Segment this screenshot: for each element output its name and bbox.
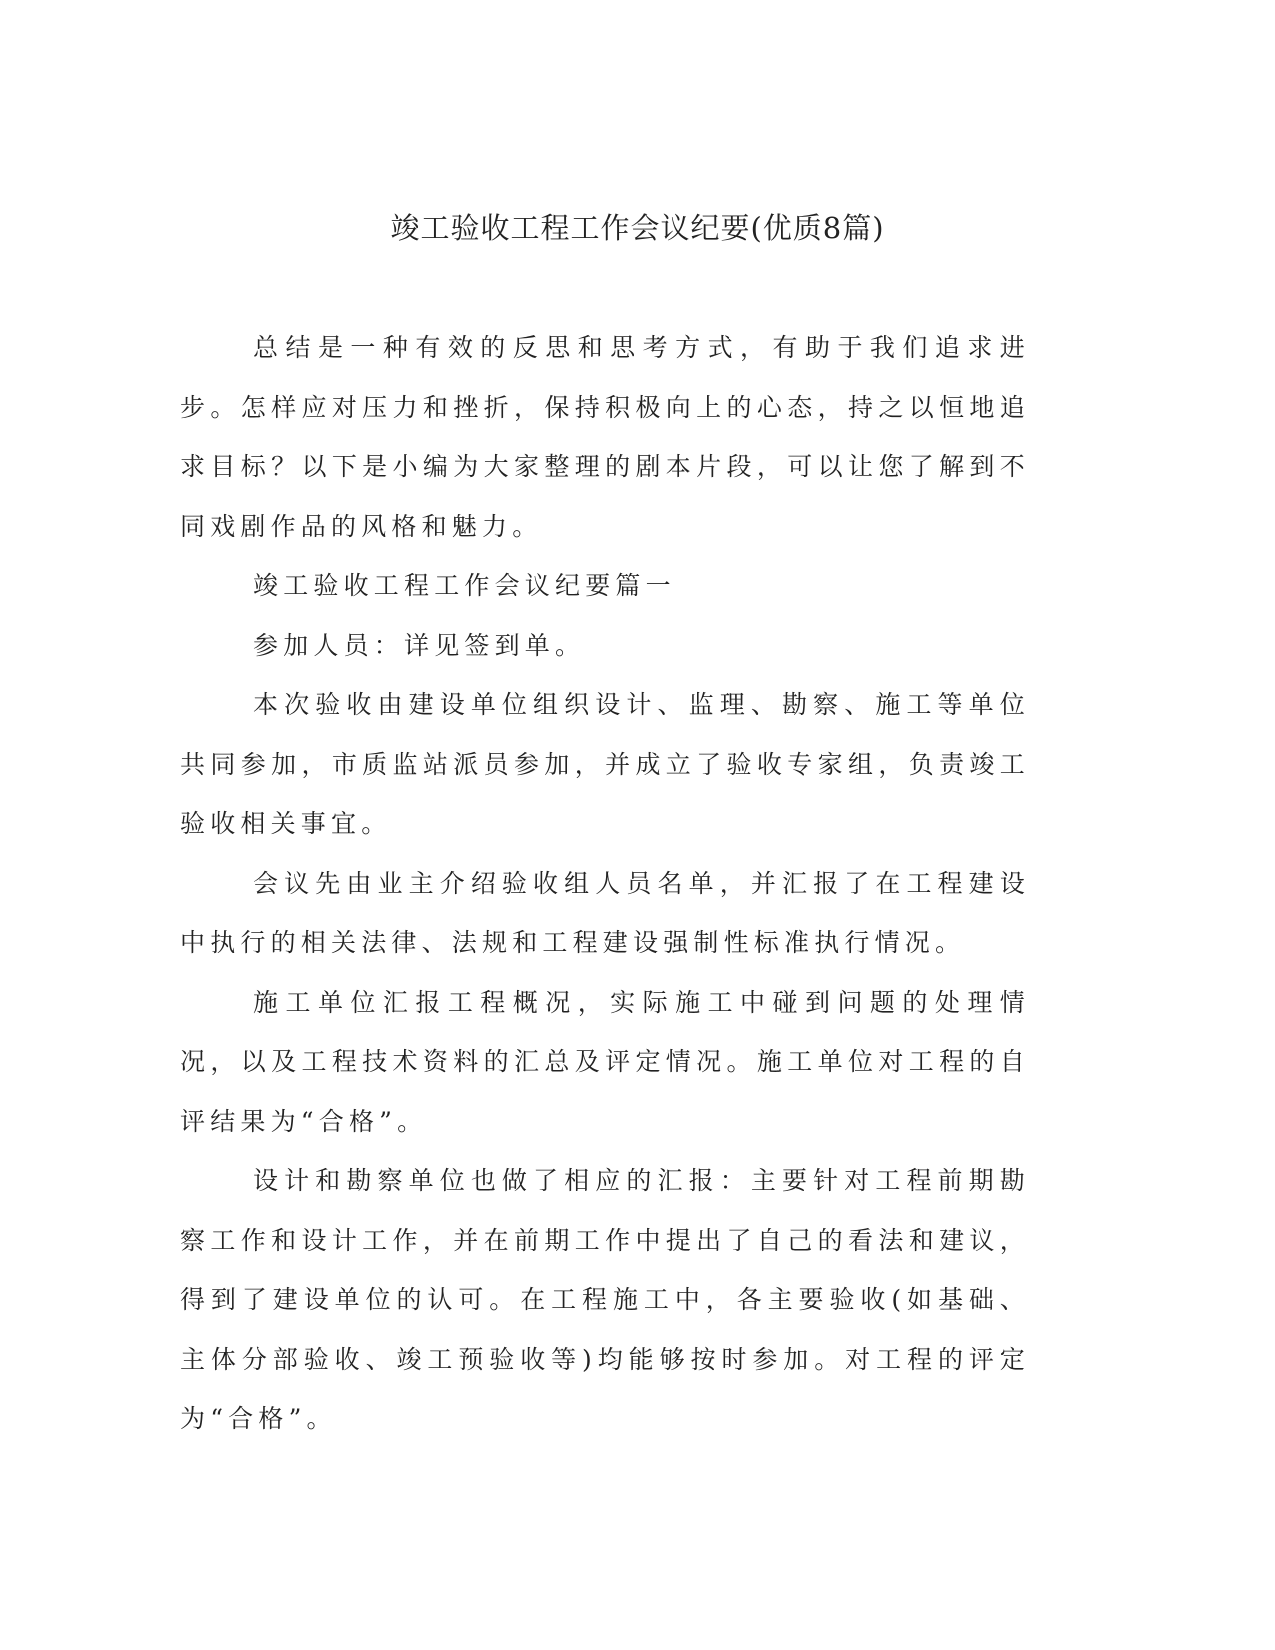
body-paragraph: 设计和勘察单位也做了相应的汇报：主要针对工程前期勘察工作和设计工作，并在前期工作中提出了自己的看法和建议，得到了建设单位的认可。在工程施工中，各主要验收(如基础、主体分部验收、竣工预验收等)均能够按时参加。对工程的评定为“合格”。 xyxy=(180,1166,1030,1433)
attendees-paragraph: 参加人员：详见签到单。 xyxy=(253,630,586,660)
document-body xyxy=(180,318,1030,1449)
body-paragraph: 本次验收由建设单位组织设计、监理、勘察、施工等单位共同参加，市质监站派员参加，并成立了验收专家组，负责竣工验收相关事宜。 xyxy=(180,690,1030,838)
intro-paragraph: 总结是一种有效的反思和思考方式，有助于我们追求进步。怎样应对压力和挫折，保持积极向上的心态，持之以恒地追求目标？以下是小编为大家整理的剧本片段，可以让您了解到不同戏剧作品的风格和魅力。 xyxy=(180,333,1030,541)
document-title: 竣工验收工程工作会议纪要(优质8篇) xyxy=(390,211,885,245)
body-paragraph: 施工单位汇报工程概况，实际施工中碰到问题的处理情况，以及工程技术资料的汇总及评定情况。施工单位对工程的自评结果为“合格”。 xyxy=(180,987,1030,1136)
section-heading: 竣工验收工程工作会议纪要篇一 xyxy=(253,571,676,600)
body-paragraph: 会议先由业主介绍验收组人员名单，并汇报了在工程建设中执行的相关法律、法规和工程建设强制性标准执行情况。 xyxy=(180,868,1030,957)
